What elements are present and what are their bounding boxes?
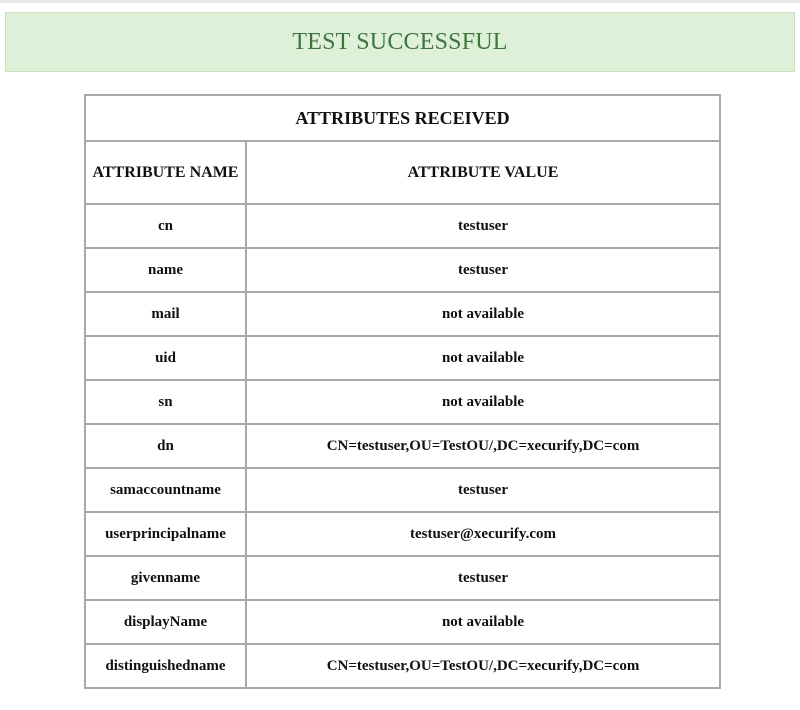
- attribute-name-cell: samaccountname: [85, 468, 246, 512]
- success-banner: [5, 12, 795, 72]
- table-row: [85, 424, 720, 468]
- table-row: [85, 556, 720, 600]
- attribute-value-cell: CN=testuser,OU=TestOU/,DC=xecurify,DC=com: [246, 424, 720, 468]
- table-header-row: [85, 141, 720, 204]
- table-row: [85, 292, 720, 336]
- attribute-name-header: ATTRIBUTE NAME: [85, 141, 246, 204]
- attribute-value-cell: testuser: [246, 204, 720, 248]
- attribute-name-cell: distinguishedname: [85, 644, 246, 688]
- attribute-name-cell: userprincipalname: [85, 512, 246, 556]
- attribute-name-cell: uid: [85, 336, 246, 380]
- attributes-table: [84, 94, 721, 689]
- attribute-value-cell: not available: [246, 380, 720, 424]
- table-title: ATTRIBUTES RECEIVED: [85, 95, 720, 141]
- table-title-row: [85, 95, 720, 141]
- attribute-value-cell: testuser: [246, 248, 720, 292]
- table-row: [85, 204, 720, 248]
- attribute-value-cell: not available: [246, 600, 720, 644]
- table-row: [85, 380, 720, 424]
- attributes-table-body: [85, 95, 720, 688]
- attribute-value-cell: CN=testuser,OU=TestOU/,DC=xecurify,DC=com: [246, 644, 720, 688]
- attribute-name-cell: cn: [85, 204, 246, 248]
- attribute-value-cell: testuser: [246, 556, 720, 600]
- attribute-name-cell: dn: [85, 424, 246, 468]
- attribute-name-cell: displayName: [85, 600, 246, 644]
- success-message: TEST SUCCESSFUL: [292, 28, 508, 55]
- attribute-value-cell: testuser@xecurify.com: [246, 512, 720, 556]
- attribute-value-header: ATTRIBUTE VALUE: [246, 141, 720, 204]
- attribute-name-cell: name: [85, 248, 246, 292]
- table-row: [85, 512, 720, 556]
- table-row: [85, 468, 720, 512]
- table-row: [85, 336, 720, 380]
- table-row: [85, 248, 720, 292]
- attribute-name-cell: mail: [85, 292, 246, 336]
- attribute-value-cell: not available: [246, 336, 720, 380]
- table-row: [85, 644, 720, 688]
- attribute-name-cell: sn: [85, 380, 246, 424]
- attribute-value-cell: testuser: [246, 468, 720, 512]
- table-row: [85, 600, 720, 644]
- attribute-name-cell: givenname: [85, 556, 246, 600]
- top-divider: [0, 0, 800, 3]
- attribute-value-cell: not available: [246, 292, 720, 336]
